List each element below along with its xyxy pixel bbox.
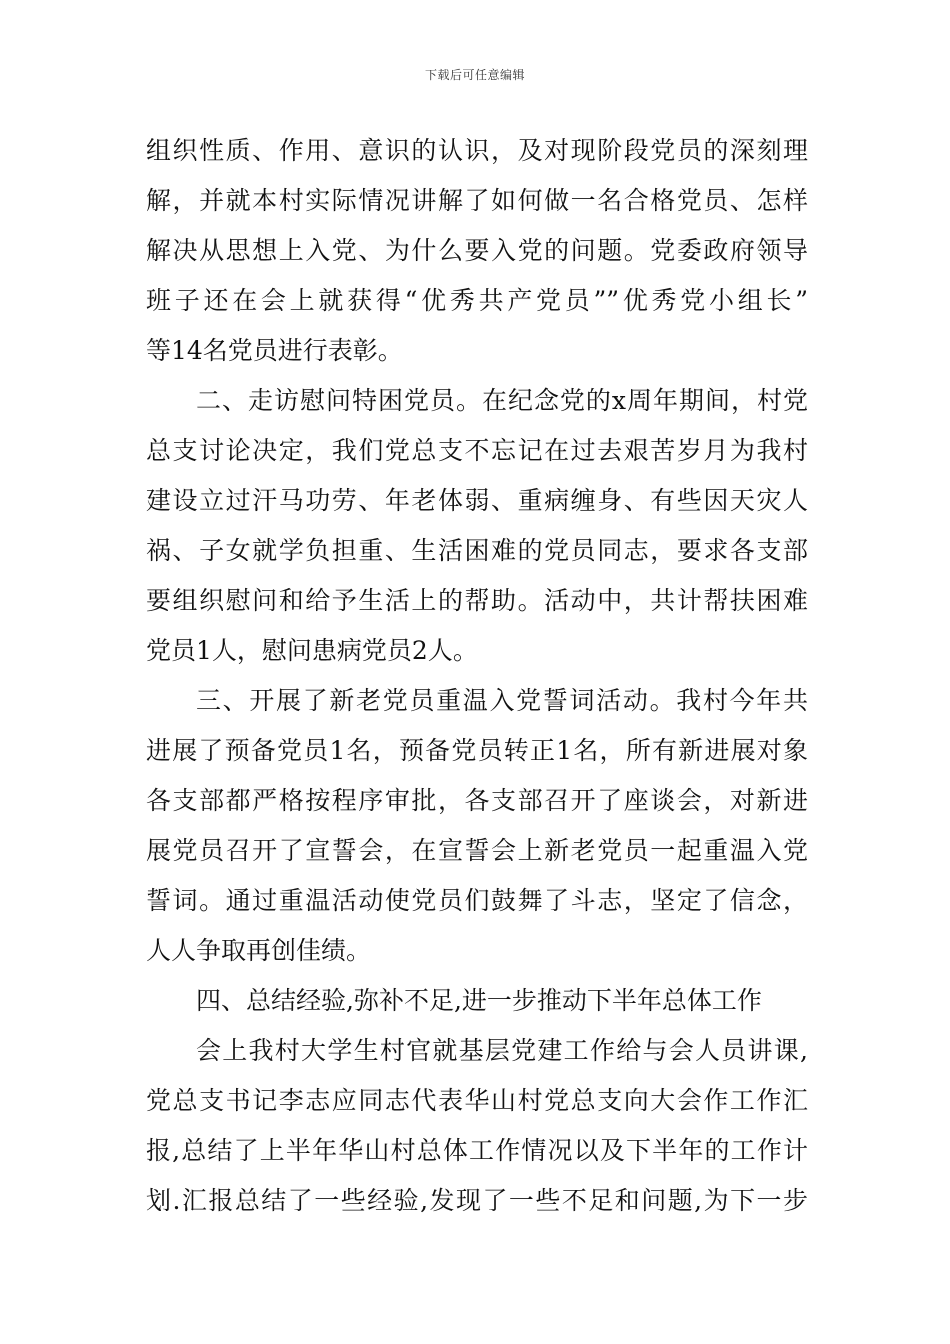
text-line: 党员1人，慰问患病党员2人。 (146, 636, 478, 665)
text-line: 誓词。通过重温活动使党员们鼓舞了斗志，坚定了信念， (146, 886, 808, 915)
text-line: 各支部都严格按程序审批，各支部召开了座谈会，对新进 (146, 786, 808, 815)
text-line: 班子还在会上就获得“优秀共产党员””优秀党小组长” (146, 286, 808, 315)
text-line: 建设立过汗马功劳、年老体弱、重病缠身、有些因天灾人 (146, 486, 808, 515)
page-header: 下载后可任意编辑 (424, 68, 525, 82)
text-line: 总支讨论决定，我们党总支不忘记在过去艰苦岁月为我村 (146, 436, 808, 465)
text-line: 解决从思想上入党、为什么要入党的问题。党委政府领导 (146, 236, 808, 265)
text-line: 划.汇报总结了一些经验,发现了一些不足和问题,为下一步 (146, 1186, 808, 1215)
text-line: 二、走访慰问特困党员。在纪念党的x周年期间，村党 (196, 386, 808, 415)
document-body (146, 126, 808, 1226)
text-line: 组织性质、作用、意识的认识，及对现阶段党员的深刻理 (146, 136, 808, 165)
text-line: 会上我村大学生村官就基层党建工作给与会人员讲课, (196, 1036, 808, 1065)
text-line: 展党员召开了宣誓会，在宣誓会上新老党员一起重温入党 (146, 836, 808, 865)
text-line: 等14名党员进行表彰。 (146, 336, 403, 365)
text-line: 三、开展了新老党员重温入党誓词活动。我村今年共 (196, 686, 808, 715)
text-line: 祸、子女就学负担重、生活困难的党员同志，要求各支部 (146, 536, 808, 565)
text-line: 人人争取再创佳绩。 (146, 936, 372, 965)
text-line: 党总支书记李志应同志代表华山村党总支向大会作工作汇 (146, 1086, 808, 1115)
text-line: 解，并就本村实际情况讲解了如何做一名合格党员、怎样 (146, 186, 808, 215)
text-line: 要组织慰问和给予生活上的帮助。活动中，共计帮扶困难 (146, 586, 808, 615)
text-line: 报,总结了上半年华山村总体工作情况以及下半年的工作计 (146, 1136, 808, 1165)
text-line: 进展了预备党员1名，预备党员转正1名，所有新进展对象 (146, 736, 808, 765)
text-line: 四、总结经验,弥补不足,进一步推动下半年总体工作 (196, 986, 762, 1015)
